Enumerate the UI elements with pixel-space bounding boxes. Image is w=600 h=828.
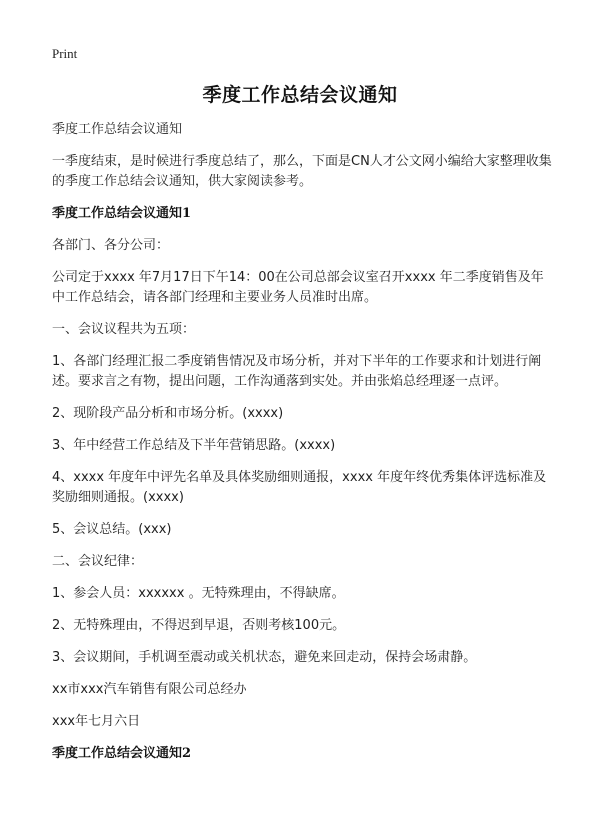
section-heading-notice-1: 季度工作总结会议通知1: [52, 206, 192, 221]
agenda-item-3: 3、年中经营工作总结及下半年营销思路。(xxxx): [52, 438, 336, 453]
date-line: xxx年七月六日: [52, 714, 141, 729]
agenda-heading: 一、会议议程共为五项：: [52, 322, 196, 337]
agenda-item-2: 2、现阶段产品分析和市场分析。(xxxx): [52, 406, 284, 421]
print-label: Print: [52, 46, 78, 61]
document-body: [52, 120, 552, 776]
discipline-item-3: 3、会议期间，手机调至震动或关机状态，避免来回走动，保持会场肃静。: [52, 650, 477, 665]
agenda-item-1: 1、各部门经理汇报二季度销售情况及市场分析，并对下半年的工作要求和计划进行阐述。要求言之有物，提出问题，工作沟通落到实处。并由张焰总经理逐一点评。: [52, 354, 542, 389]
section-heading-notice-2: 季度工作总结会议通知2: [52, 746, 192, 761]
discipline-item-2: 2、无特殊理由，不得迟到早退，否则考核100元。: [52, 618, 346, 633]
announcement-paragraph: 公司定于xxxx 年7月17日下午14：00在公司总部会议室召开xxxx 年二季度销售及年中工作总结会，请各部门经理和主要业务人员准时出席。: [52, 270, 544, 305]
intro-paragraph: 一季度结束，是时候进行季度总结了，那么，下面是CN人才公文网小编给大家整理收集的季度工作总结会议通知，供大家阅读参考。: [52, 154, 552, 189]
agenda-item-5: 5、会议总结。(xxx): [52, 522, 172, 537]
agenda-item-4: 4、xxxx 年度年中评先名单及具体奖励细则通报，xxxx 年度年终优秀集体评选标准及奖励细则通报。(xxxx): [52, 470, 547, 505]
salutation-paragraph: 各部门、各分公司：: [52, 238, 170, 253]
discipline-heading: 二、会议纪律：: [52, 554, 144, 569]
signature-line: xx市xxx汽车销售有限公司总经办: [52, 682, 247, 697]
subtitle-paragraph: 季度工作总结会议通知: [52, 122, 183, 137]
discipline-item-1: 1、参会人员：xxxxxx 。无特殊理由，不得缺席。: [52, 586, 345, 601]
page-title: 季度工作总结会议通知: [202, 84, 398, 106]
